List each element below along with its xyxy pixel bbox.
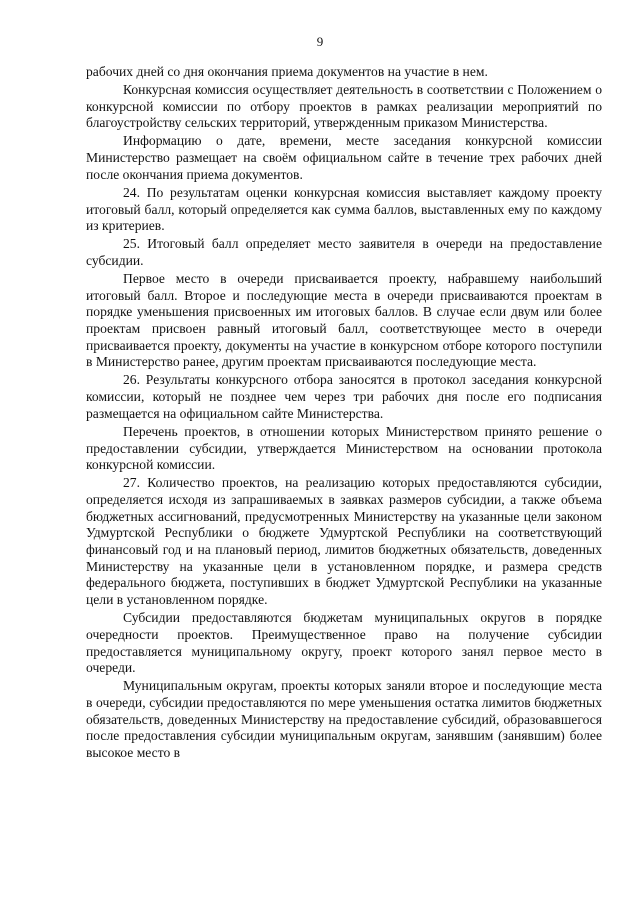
paragraph-project-list: Перечень проектов, в отношении которых Министерством принято решение о предоставлении субсидии, утверждается Министерством на основании протокола конкурсной комиссии. xyxy=(86,423,602,473)
paragraph-clause-24: 24. По результатам оценки конкурсная комиссия выставляет каждому проекту итоговый балл, который определяется как сумма баллов, выставленных ему по каждому из критериев. xyxy=(86,184,602,234)
paragraph-subsidy-remaining: Муниципальным округам, проекты которых заняли второе и последующие места в очереди, субсидии предоставляются по мере уменьшения остатка лимитов бюджетных обязательств, доведенных Министерству на предоставление субсидий, образовавшегося после предоставления субсидии муниципальным округам, занявшим (занявшим) более высокое место в xyxy=(86,678,602,761)
document-body xyxy=(86,64,602,763)
paragraph-subsidy-order: Субсидии предоставляются бюджетам муниципальных округов в порядке очередности проектов. Преимущественное право на получение субсидии предоставляется муниципальному округу, проект которого занял первое место в очереди. xyxy=(86,610,602,676)
paragraph-meeting-info: Информацию о дате, времени, месте заседания конкурсной комиссии Министерство размещает на своём официальном сайте в течение трех рабочих дней после окончания приема документов. xyxy=(86,133,602,182)
paragraph-clause-27: 27. Количество проектов, на реализацию которых предоставляются субсидии, определяется исходя из запрашиваемых в заявках размеров субсидии, а также объема бюджетных ассигнований, предусмотренных Министерству на указанные цели законом Удмуртской Республики о бюджете Удмуртской Республики на соответствующий финансовый год и на плановый период, лимитов бюджетных обязательств, доведенных Министерству на указанные цели в установленном порядке, и размера средств федерального бюджета, поступивших в бюджет Удмуртской Республики на указанные цели в установленном порядке. xyxy=(86,475,602,608)
page-number: 9 xyxy=(316,34,324,49)
paragraph-continuation: рабочих дней со дня окончания приема документов на участие в нем. xyxy=(86,64,488,79)
paragraph-clause-26: 26. Результаты конкурсного отбора заносятся в протокол заседания конкурсной комиссии, который не позднее чем через три рабочих дня после его подписания размещается на официальном сайте Министерства. xyxy=(86,372,602,421)
paragraph-queue-order: Первое место в очереди присваивается проекту, набравшему наибольший итоговый балл. Второе и последующие места в очереди присваиваются проектам в порядке уменьшения присвоенных им итоговых баллов. В случае если двум или более проектам присвоен равный итоговый балл, соответствующее место в очереди присваивается проекту, документы на участие в конкурсном отборе которого поступили в Министерство ранее, другим проектам присваиваются последующие места. xyxy=(86,270,602,370)
paragraph-clause-25: 25. Итоговый балл определяет место заявителя в очереди на предоставление субсидии. xyxy=(86,236,602,268)
paragraph-commission-activity: Конкурсная комиссия осуществляет деятельность в соответствии с Положением о конкурсной комиссии по отбору проектов в рамках реализации мероприятий по благоустройству сельских территорий, утвержденным приказом Министерства. xyxy=(86,82,602,131)
